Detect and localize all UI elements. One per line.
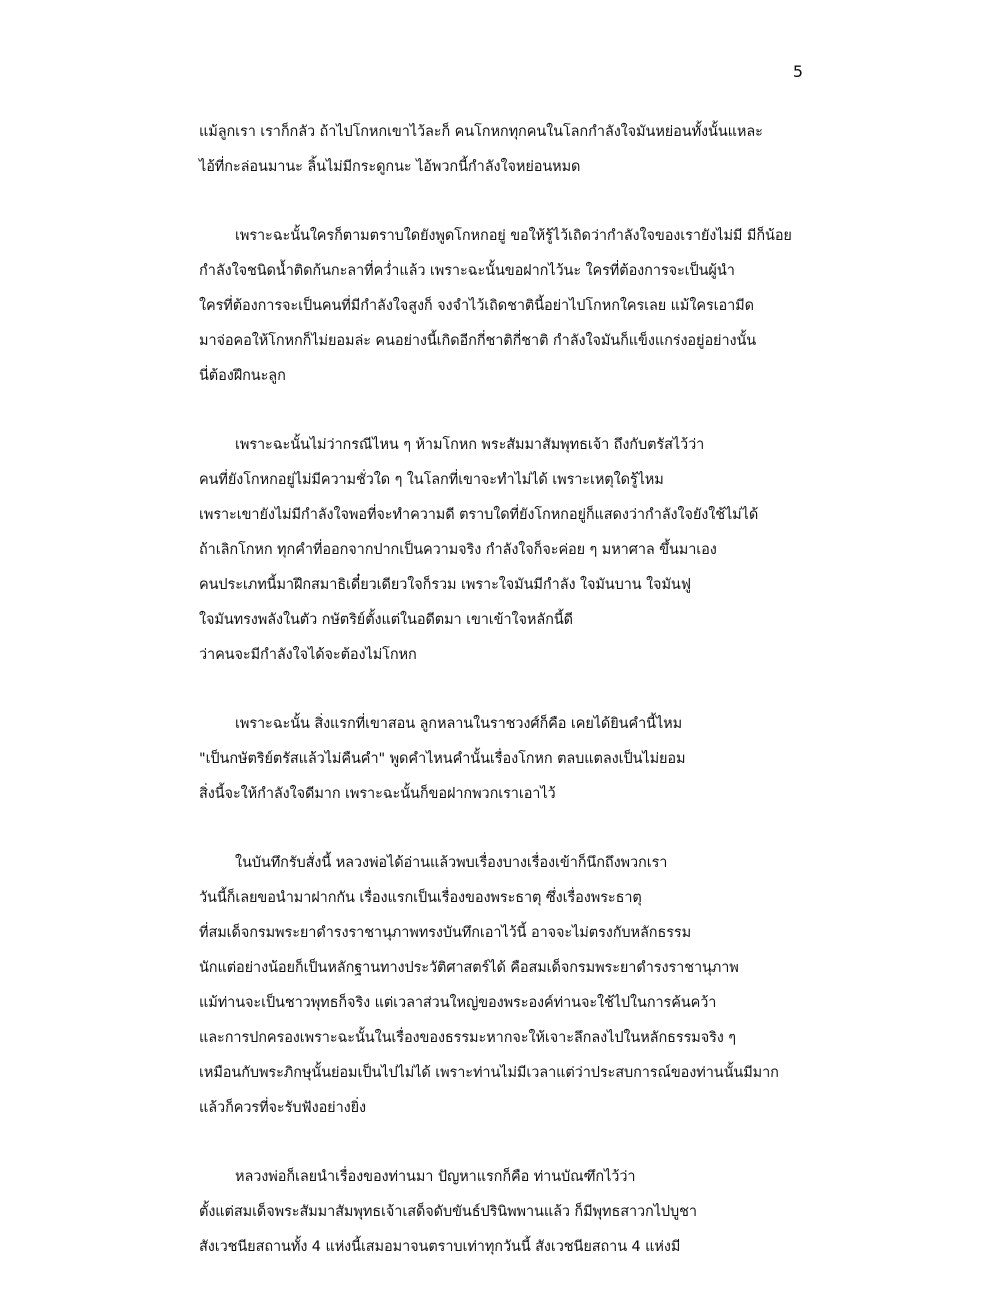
text-line: แม้ท่านจะเป็นชาวพุทธก็จริง แต่เวลาส่วนใหญ่ของพระองค์ท่านจะใช้ไปในการค้นคว้า [199, 995, 717, 1011]
text-line: "เป็นกษัตริย์ตรัสแล้วไม่คืนคำ" พูดคำไหนคำนั้นเรื่องโกหก ตลบแตลงเป็นไม่ยอม [199, 751, 686, 767]
paragraph [199, 115, 839, 185]
paragraph [199, 707, 839, 812]
text-line: เพราะเขายังไม่มีกำลังใจพอที่จะทำความดี ตราบใดที่ยังโกหกอยู่ก็แสดงว่ากำลังใจยังใช้ไม่ได้ [199, 507, 759, 523]
text-line: ในบันทึกรับสั่งนี้ หลวงพ่อได้อ่านแล้วพบเรื่องบางเรื่องเข้าก็นึกถึงพวกเรา [235, 855, 668, 871]
text-line: ใจมันทรงพลังในตัว กษัตริย์ตั้งแต่ในอดีตมา เขาเข้าใจหลักนี้ดี [199, 612, 573, 628]
text-line: ใครที่ต้องการจะเป็นคนที่มีกำลังใจสูงก็ จงจำไว้เถิดชาตินี้อย่าไปโกหกใครเลย แม้ใครเอามีด [199, 298, 754, 314]
page-number: 5 [792, 62, 803, 81]
text-line: เพราะฉะนั้นใครก็ตามตราบใดยังพูดโกหกอยู่ ขอให้รู้ไว้เถิดว่ากำลังใจของเรายังไม่มี มีก็น้อย [235, 228, 792, 244]
text-line: สังเวชนียสถานทั้ง 4 แห่งนี้เสมอมาจนตราบเท่าทุกวันนี้ สังเวชนียสถาน 4 แห่งมี [199, 1239, 681, 1255]
text-line: หลวงพ่อก็เลยนำเรื่องของท่านมา ปัญหาแรกก็คือ ท่านบัณฑึกไว้ว่า [235, 1169, 636, 1185]
text-line: กำลังใจชนิดน้ำติดก้นกะลาที่คว่ำแล้ว เพราะฉะนั้นขอฝากไว้นะ ใครที่ต้องการจะเป็นผู้นำ [199, 263, 735, 279]
text-line: แม้ลูกเรา เราก็กลัว ถ้าไปโกหกเขาไว้ละก็ คนโกหกทุกคนในโลกกำลังใจมันหย่อนทั้งนั้นแหละ [199, 124, 763, 140]
text-line: สิ่งนี้จะให้กำลังใจดีมาก เพราะฉะนั้นก็ขอฝากพวกเราเอาไว้ [199, 786, 556, 802]
text-line: คนที่ยังโกหกอยู่ไม่มีความชั่วใด ๆ ในโลกที่เขาจะทำไม่ได้ เพราะเหตุใดรู้ไหม [199, 472, 664, 488]
text-line: นี่ต้องฝึกนะลูก [199, 368, 286, 384]
text-line: มาจ่อคอให้โกหกก็ไม่ยอมล่ะ คนอย่างนี้เกิดอีกกี่ชาติกี่ชาติ กำลังใจมันก็แข็งแกร่งอยู่อย่างนั้น [199, 333, 757, 349]
text-line: ว่าคนจะมีกำลังใจได้จะต้องไม่โกหก [199, 647, 417, 663]
text-line: ตั้งแต่สมเด็จพระสัมมาสัมพุทธเจ้าเสด็จดับขันธ์ปรินิพพานแล้ว ก็มีพุทธสาวกไปบูชา [199, 1204, 697, 1220]
paragraph [199, 219, 839, 394]
text-line: เหมือนกับพระภิกษุนั้นย่อมเป็นไปไม่ได้ เพราะท่านไม่มีเวลาแต่ว่าประสบการณ์ของท่านนั้นมีมาก [199, 1065, 779, 1081]
text-line: แล้วก็ควรที่จะรับฟังอย่างยิ่ง [199, 1100, 366, 1116]
text-line: เพราะฉะนั้นไม่ว่ากรณีไหน ๆ ห้ามโกหก พระสัมมาสัมพุทธเจ้า ถึงกับตรัสไว้ว่า [235, 437, 705, 453]
text-line: และการปกครองเพราะฉะนั้นในเรื่องของธรรมะหากจะให้เจาะลึกลงไปในหลักธรรมจริง ๆ [199, 1030, 736, 1046]
text-line: เพราะฉะนั้น สิ่งแรกที่เขาสอน ลูกหลานในราชวงศ์ก็คือ เคยได้ยินคำนี้ไหม [235, 716, 683, 732]
paragraph [199, 1160, 839, 1265]
text-line: ถ้าเลิกโกหก ทุกคำที่ออกจากปากเป็นความจริง กำลังใจก็จะค่อย ๆ มหาศาล ขึ้นมาเอง [199, 542, 717, 558]
paragraph [199, 428, 839, 673]
text-line: ที่สมเด็จกรมพระยาดำรงราชานุภาพทรงบันทึกเอาไว้นี้ อาจจะไม่ตรงกับหลักธรรม [199, 925, 692, 941]
text-line: นักแต่อย่างน้อยก็เป็นหลักฐานทางประวัติศาสตร์ได้ คือสมเด็จกรมพระยาดำรงราชานุภาพ [199, 960, 739, 976]
text-line: คนประเภทนี้มาฝึกสมาธิเดี๋ยวเดียวใจก็รวม เพราะใจมันมีกำลัง ใจมันบาน ใจมันฟู [199, 577, 691, 593]
body-text [199, 115, 839, 1299]
text-line: วันนี้ก็เลยขอนำมาฝากกัน เรื่องแรกเป็นเรื่องของพระธาตุ ซึ่งเรื่องพระธาตุ [199, 890, 642, 906]
paragraph [199, 846, 839, 1126]
text-line: ไอ้ที่กะล่อนมานะ ลิ้นไม่มีกระดูกนะ ไอ้พวกนี้กำลังใจหย่อนหมด [199, 159, 581, 175]
